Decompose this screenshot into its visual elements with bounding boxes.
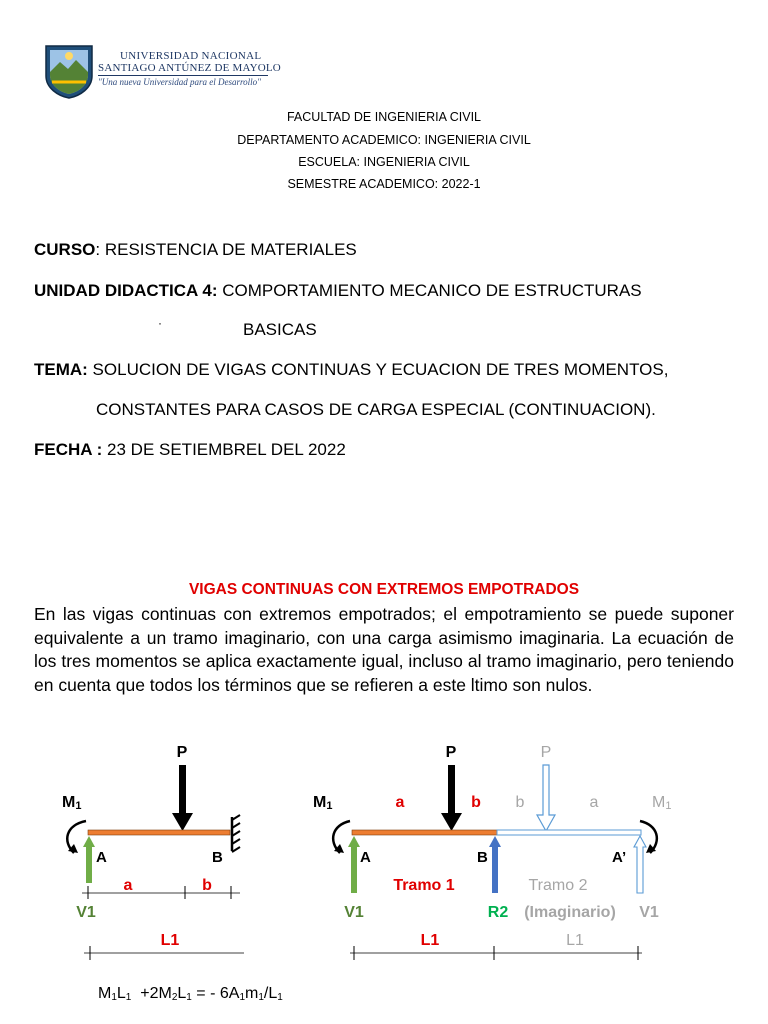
imaginary-load-label: P <box>540 744 552 761</box>
formula-sub: 1 <box>239 992 245 1003</box>
right-support-b: B <box>477 849 488 866</box>
university-motto: "Una nueva Universidad para el Desarrollo" <box>98 77 261 87</box>
unit-value-continued: BASICAS <box>243 320 317 339</box>
right-load-label: P <box>445 744 457 761</box>
beam-diagrams <box>0 735 768 975</box>
imaginary-reaction-arrow <box>634 836 646 893</box>
unit-value: COMPORTAMIENTO MECANICO DE ESTRUCTURAS <box>217 281 642 300</box>
left-load-arrow-shaft <box>179 765 186 815</box>
formula-part: m <box>245 985 259 1002</box>
university-name-line2: SANTIAGO ANTÚNEZ DE MAYOLO <box>98 62 281 74</box>
topic-value: SOLUCION DE VIGAS CONTINUAS Y ECUACION DE TRES MOMENTOS, <box>87 360 669 379</box>
stray-dot: · <box>158 316 162 330</box>
formula-sub: 1 <box>186 992 192 1003</box>
right-dim-b: b <box>471 794 481 811</box>
formula-sub: 1 <box>258 992 264 1003</box>
right-beam-imaginary <box>497 830 641 835</box>
formula-part: M <box>98 985 112 1002</box>
left-support-a: A <box>96 849 107 866</box>
left-span-label: L1 <box>160 932 180 949</box>
right-beam-real <box>352 830 497 835</box>
formula-part: /L <box>263 985 278 1002</box>
imaginary-reaction-label: V1 <box>639 904 659 921</box>
faculty-line: FACULTAD DE INGENIERIA CIVIL <box>286 110 482 124</box>
section-title: VIGAS CONTINUAS CON EXTREMOS EMPOTRADOS <box>188 581 580 598</box>
left-dim-b: b <box>202 877 212 894</box>
left-beam-diagram <box>62 744 244 960</box>
left-load-arrow-head <box>172 813 193 831</box>
right-reaction-r2-label: R2 <box>487 904 509 921</box>
fixed-support <box>232 815 240 852</box>
right-span2-label: L1 <box>566 932 584 949</box>
left-moment-arc <box>67 821 86 853</box>
unit-line <box>34 281 642 301</box>
left-beam <box>88 830 230 835</box>
course-line <box>34 240 357 260</box>
semester-line: SEMESTRE ACADEMICO: 2022-1 <box>287 177 481 191</box>
left-load-label: P <box>176 744 188 761</box>
department-line: DEPARTAMENTO ACADEMICO: INGENIERIA CIVIL <box>237 133 531 147</box>
section-paragraph: En las vigas continuas con extremos empotrados; el empotramiento se puede suponer equivalente a un tramo imaginario, con una carga asimismo imaginaria. La ecuación de los tres momentos se aplica exactamente igual, incluso al tramo imaginario, pero teniendo en cuenta que todos los términos que se refieren a este ltimo son nulos. <box>34 604 734 695</box>
date-value: 23 DE SETIEMBREL DEL 2022 <box>102 440 346 459</box>
date-label: FECHA : <box>34 440 103 459</box>
university-name-line1: UNIVERSIDAD NACIONAL <box>120 50 262 62</box>
course-label: CURSO <box>34 240 96 259</box>
right-dim-a: a <box>395 794 405 811</box>
formula-part: +2M <box>131 985 172 1002</box>
right-load-arrow-shaft <box>448 765 455 815</box>
formula-sub: 1 <box>277 992 283 1003</box>
right-moment-left-label: M1 <box>313 794 333 812</box>
formula-part: L <box>116 985 126 1002</box>
date-line <box>34 440 346 460</box>
left-support-b: B <box>212 849 223 866</box>
right-reaction-r2-head <box>489 836 501 847</box>
topic-value-continued: CONSTANTES PARA CASOS DE CARGA ESPECIAL (CONTINUACION). <box>96 400 656 419</box>
right-support-a-prime: A’ <box>612 849 627 866</box>
right-load-arrow-head <box>441 813 462 831</box>
formula-sub: 1 <box>111 992 117 1003</box>
left-reaction-arrow-shaft <box>86 845 92 883</box>
right-reaction-v1-head <box>348 836 360 847</box>
university-underline <box>98 75 268 76</box>
right-reaction-v1-label: V1 <box>344 904 364 921</box>
left-reaction-arrow-head <box>83 836 95 847</box>
formula-sub: 2 <box>171 992 178 1003</box>
course-value: : RESISTENCIA DE MATERIALES <box>95 240 357 259</box>
three-moment-formula <box>98 985 283 1003</box>
right-moment-right-label: M1 <box>652 794 672 812</box>
imaginary-dim-b: b <box>515 794 525 811</box>
tramo2-label: Tramo 2 <box>528 877 588 894</box>
formula-part: L <box>177 985 187 1002</box>
right-beam-diagram <box>313 744 671 960</box>
right-support-a: A <box>360 849 371 866</box>
imaginario-label: (Imaginario) <box>524 904 616 921</box>
left-dim-a: a <box>123 877 133 894</box>
formula-sub: 1 <box>125 992 132 1003</box>
right-reaction-r2-shaft <box>492 845 498 893</box>
topic-label: TEMA: <box>34 360 88 379</box>
university-logo <box>40 42 98 100</box>
unit-label: UNIDAD DIDACTICA 4: <box>34 281 218 300</box>
topic-line <box>34 360 668 380</box>
left-reaction-label: V1 <box>76 904 96 921</box>
school-line: ESCUELA: INGENIERIA CIVIL <box>298 155 470 169</box>
left-moment-label: M1 <box>62 794 82 812</box>
tramo1-label: Tramo 1 <box>393 877 455 894</box>
right-span1-label: L1 <box>420 932 440 949</box>
formula-part: = - 6A <box>191 985 240 1002</box>
imaginary-dim-a: a <box>589 794 599 811</box>
imaginary-load-arrow <box>537 765 555 831</box>
right-reaction-v1-shaft <box>351 845 357 893</box>
